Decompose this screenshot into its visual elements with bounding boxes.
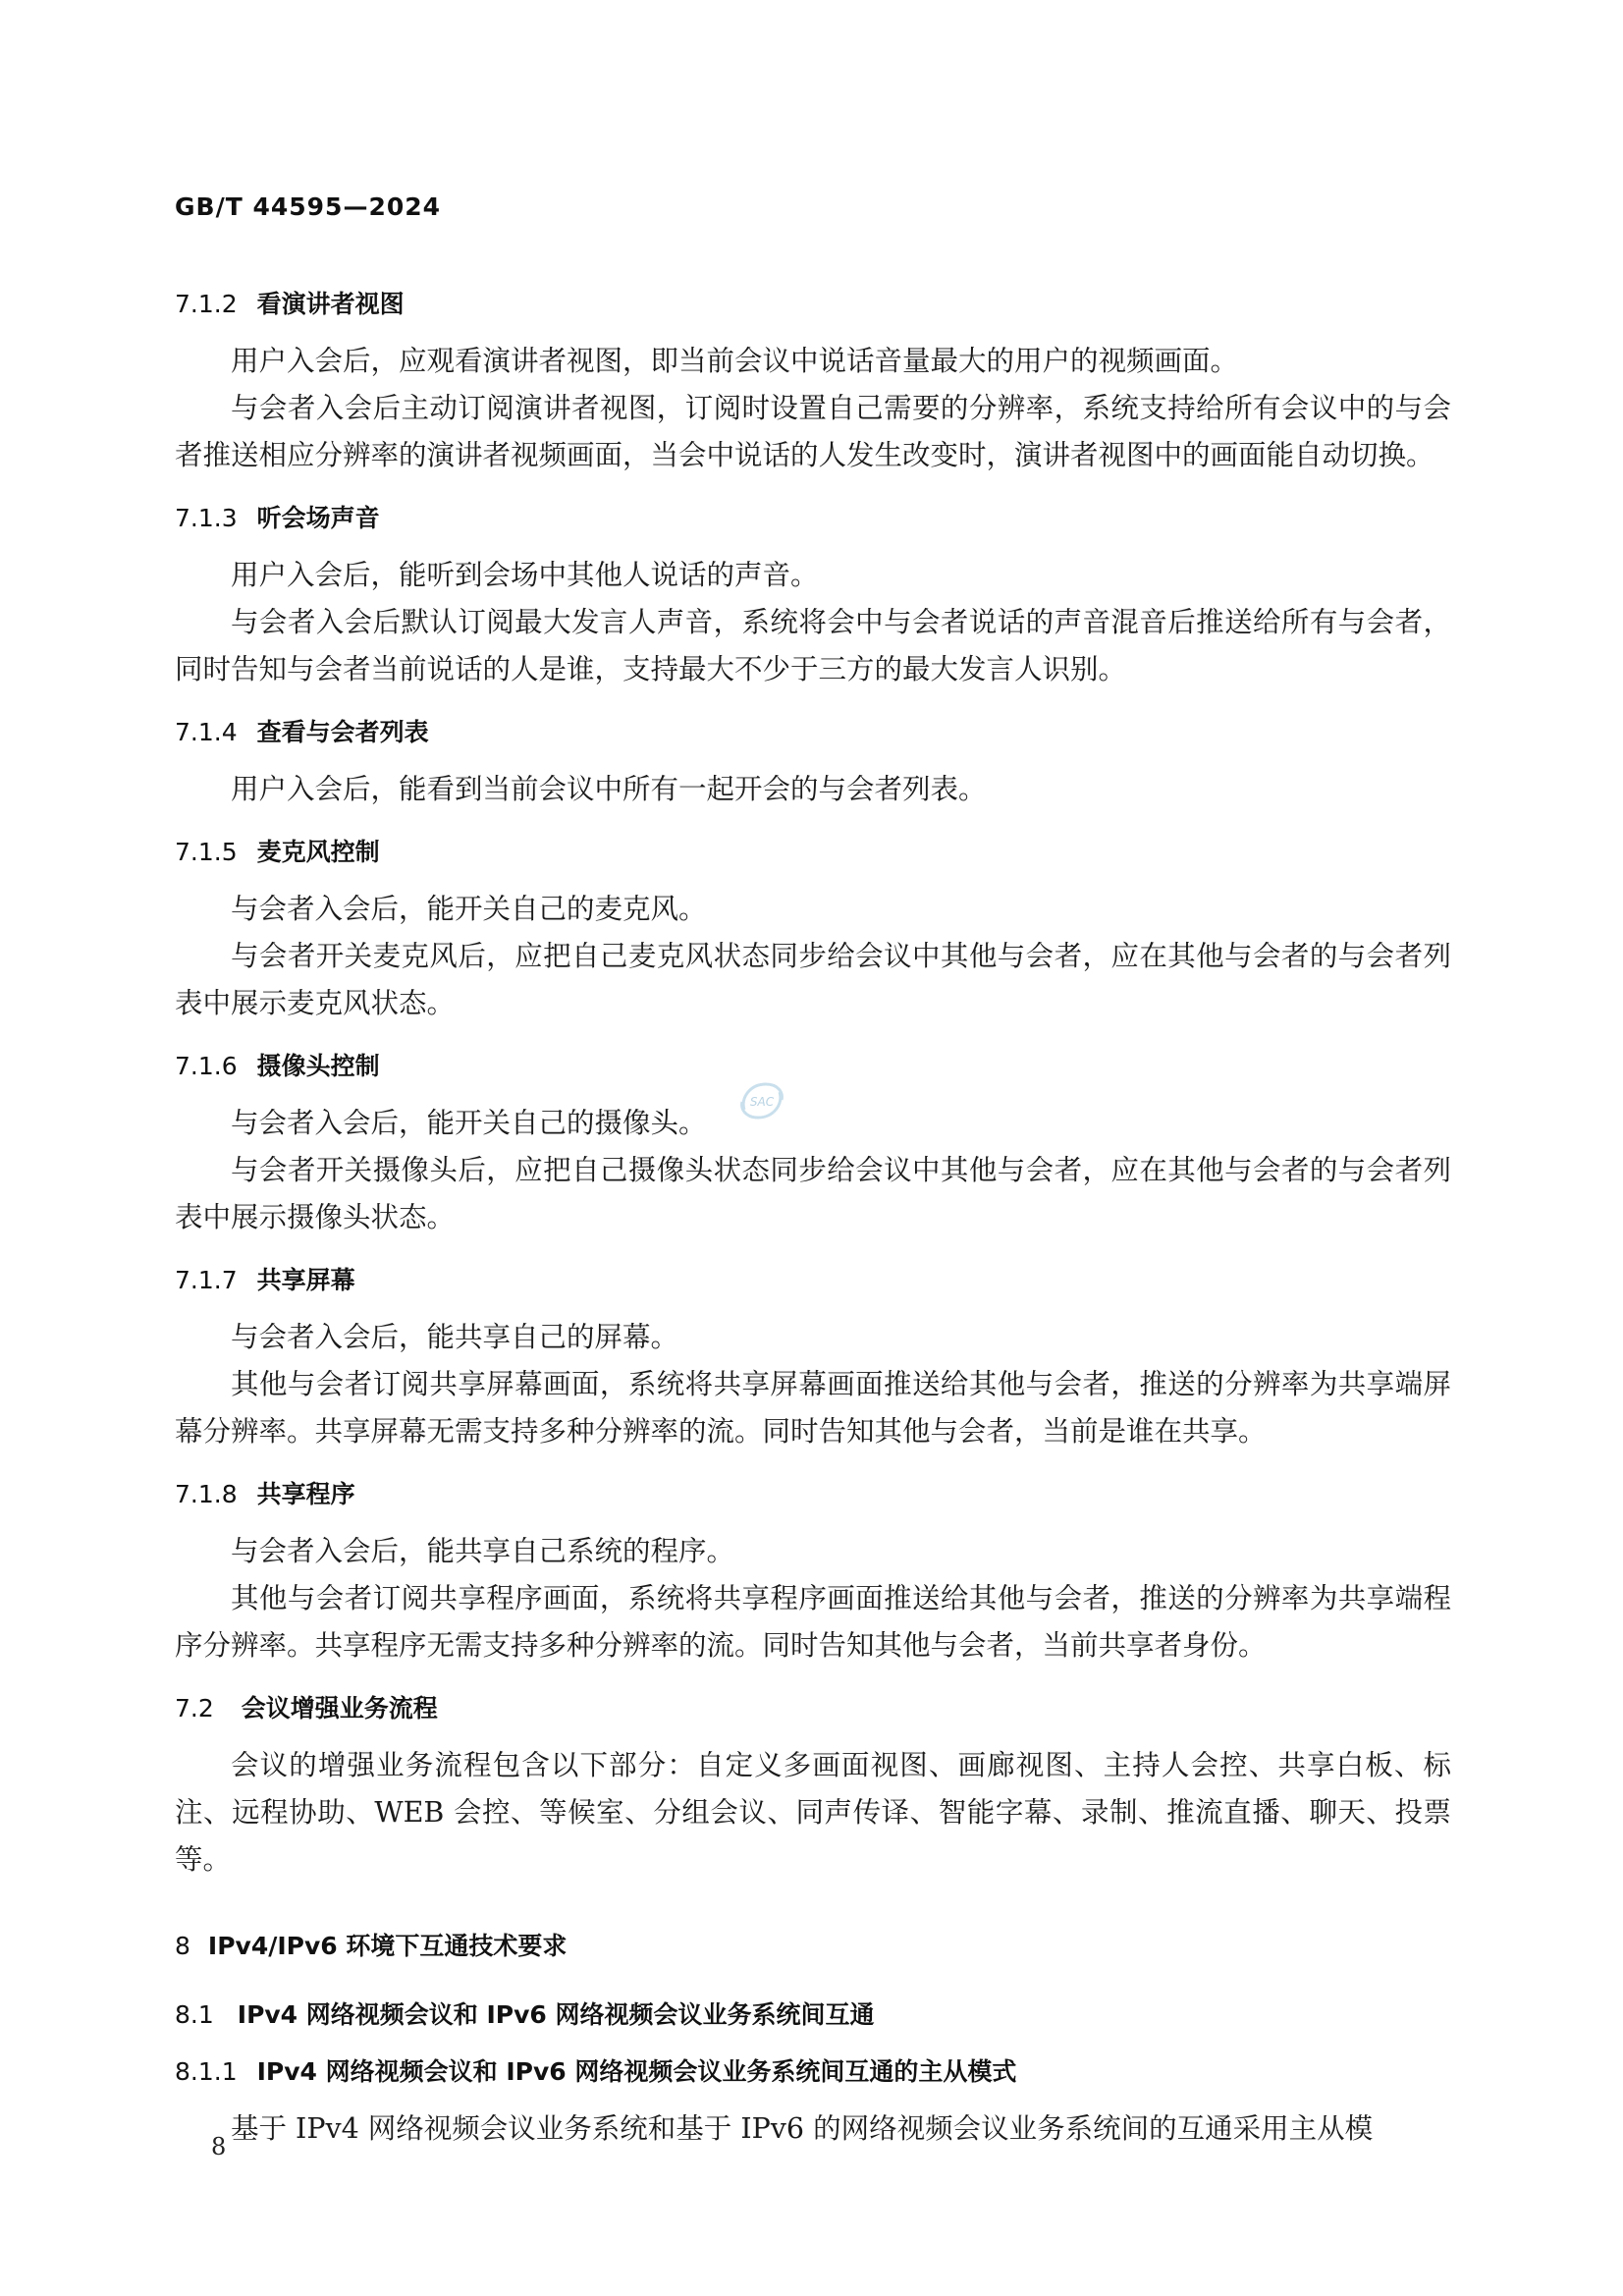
heading-7-1-3 bbox=[175, 499, 1451, 534]
paragraph: 与会者开关麦克风后，应把自己麦克风状态同步给会议中其他与会者，应在其他与会者的与会者列表中展示麦克风状态。 bbox=[175, 940, 1451, 1019]
paragraph: 与会者入会后，能开关自己的摄像头。 bbox=[231, 1107, 707, 1139]
paragraph: 与会者入会后，能开关自己的麦克风。 bbox=[231, 893, 707, 925]
heading-7-1-2 bbox=[175, 285, 1451, 320]
page-number: 8 bbox=[211, 2133, 227, 2160]
heading-7-1-6 bbox=[175, 1047, 1451, 1082]
heading-number: 7.1.8 bbox=[175, 1480, 238, 1508]
heading-number: 8.1 bbox=[175, 2000, 214, 2029]
heading-7-1-8 bbox=[175, 1475, 1451, 1510]
heading-8-1 bbox=[175, 1995, 1451, 2031]
heading-title: 共享程序 bbox=[256, 1480, 355, 1508]
paragraph: 用户入会后，能听到会场中其他人说话的声音。 bbox=[231, 559, 819, 591]
paragraph: 与会者开关摄像头后，应把自己摄像头状态同步给会议中其他与会者，应在其他与会者的与会者列表中展示摄像头状态。 bbox=[175, 1154, 1451, 1233]
standard-code-header: GB/T 44595—2024 bbox=[175, 192, 442, 221]
heading-number: 7.1.2 bbox=[175, 290, 238, 318]
heading-title: 查看与会者列表 bbox=[256, 718, 429, 746]
heading-title: 听会场声音 bbox=[256, 504, 380, 532]
heading-title: 会议增强业务流程 bbox=[241, 1694, 438, 1722]
heading-number: 7.1.6 bbox=[175, 1052, 238, 1080]
heading-8-1-1 bbox=[175, 2052, 1451, 2088]
heading-title: IPv4/IPv6 环境下互通技术要求 bbox=[207, 1932, 568, 1960]
heading-number: 7.1.3 bbox=[175, 504, 238, 532]
heading-7-2 bbox=[175, 1689, 1451, 1724]
paragraph: 用户入会后，能看到当前会议中所有一起开会的与会者列表。 bbox=[231, 773, 987, 805]
paragraph: 用户入会后，应观看演讲者视图，即当前会议中说话音量最大的用户的视频画面。 bbox=[231, 345, 1239, 377]
sac-watermark-logo bbox=[738, 1080, 785, 1121]
heading-7-1-4 bbox=[175, 713, 1451, 748]
paragraph: 与会者入会后，能共享自己的屏幕。 bbox=[231, 1321, 679, 1353]
heading-number: 7.2 bbox=[175, 1694, 214, 1722]
paragraph: 其他与会者订阅共享屏幕画面，系统将共享屏幕画面推送给其他与会者，推送的分辨率为共享端屏幕分辨率。共享屏幕无需支持多种分辨率的流。同时告知其他与会者，当前是谁在共享。 bbox=[175, 1368, 1451, 1448]
paragraph: 会议的增强业务流程包含以下部分：自定义多画面视图、画廊视图、主持人会控、共享白板、标注、远程协助、WEB 会控、等候室、分组会议、同声传译、智能字幕、录制、推流直播、聊天、投票等。 bbox=[175, 1749, 1451, 1876]
heading-title: 看演讲者视图 bbox=[256, 290, 405, 318]
paragraph: 与会者入会后，能共享自己系统的程序。 bbox=[231, 1535, 735, 1567]
paragraph: 基于 IPv4 网络视频会议业务系统和基于 IPv6 的网络视频会议业务系统间的互通采用主从模 bbox=[231, 2112, 1374, 2145]
heading-title: IPv4 网络视频会议和 IPv6 网络视频会议业务系统间互通 bbox=[237, 2000, 875, 2029]
heading-title: 共享屏幕 bbox=[256, 1266, 355, 1294]
heading-number: 7.1.4 bbox=[175, 718, 238, 746]
paragraph: 与会者入会后默认订阅最大发言人声音，系统将会中与会者说话的声音混音后推送给所有与会者，同时告知与会者当前说话的人是谁，支持最大不少于三方的最大发言人识别。 bbox=[175, 606, 1451, 685]
heading-number: 8.1.1 bbox=[175, 2057, 238, 2086]
heading-chapter-8 bbox=[175, 1927, 1451, 1962]
page-content bbox=[175, 285, 1451, 2153]
heading-number: 7.1.7 bbox=[175, 1266, 238, 1294]
heading-7-1-7 bbox=[175, 1261, 1451, 1296]
watermark-label: SAC bbox=[749, 1095, 775, 1109]
heading-number: 7.1.5 bbox=[175, 838, 238, 866]
paragraph: 其他与会者订阅共享程序画面，系统将共享程序画面推送给其他与会者，推送的分辨率为共享端程序分辨率。共享程序无需支持多种分辨率的流。同时告知其他与会者，当前共享者身份。 bbox=[175, 1582, 1451, 1662]
heading-number: 8 bbox=[175, 1932, 190, 1960]
heading-7-1-5 bbox=[175, 833, 1451, 868]
heading-title: 摄像头控制 bbox=[256, 1052, 380, 1080]
paragraph: 与会者入会后主动订阅演讲者视图，订阅时设置自己需要的分辨率，系统支持给所有会议中的与会者推送相应分辨率的演讲者视频画面，当会中说话的人发生改变时，演讲者视图中的画面能自动切换。 bbox=[175, 392, 1451, 471]
heading-title: 麦克风控制 bbox=[256, 838, 380, 866]
heading-title: IPv4 网络视频会议和 IPv6 网络视频会议业务系统间互通的主从模式 bbox=[256, 2057, 1017, 2086]
